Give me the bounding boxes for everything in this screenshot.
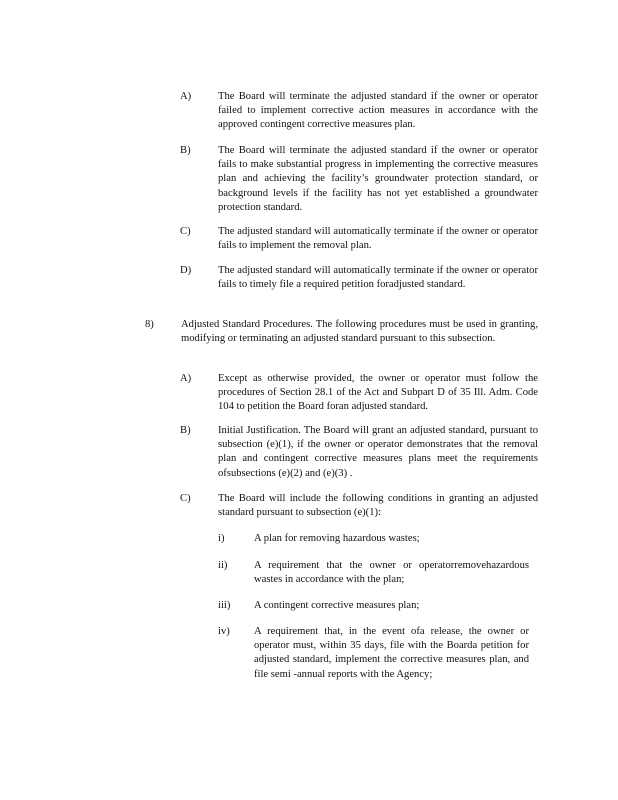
- subclause-label: iv): [218, 626, 230, 637]
- clause-label: A): [180, 373, 192, 384]
- clause-text: Initial Justification. The Board will grant an adjusted standard, pursuant to subsection (e)(1), if the owner or operator demonstrates that the removal plan and contingent corrective measures plans meet the requirements ofsubsections (e)(2) and (e)(3) .: [218, 425, 538, 479]
- clause-text: The Board will terminate the adjusted standard if the owner or operator failed to implement corrective action measures in accordance with the approved contingent corrective measures plan.: [218, 91, 538, 131]
- subclause-text: A requirement that, in the event ofa release, the owner or operator must, within 35 days, file with the Boarda petition for adjusted standard, implement the corrective measures plan, and file semi -annual reports with the Agency;: [254, 626, 529, 680]
- clause-label: D): [180, 265, 192, 276]
- subclause-text: A plan for removing hazardous wastes;: [254, 533, 420, 544]
- subclause-label: i): [218, 533, 225, 544]
- clause-text: The Board will terminate the adjusted standard if the owner or operator fails to make substantial progress in implementing the corrective measures plan and achieving the facility’s groundwater protection standard, or background levels if the facility has not yet established a groundwater protection standard.: [218, 145, 538, 213]
- subclause-label: ii): [218, 560, 228, 571]
- subclause-label: iii): [218, 600, 231, 611]
- section-text: Adjusted Standard Procedures. The following procedures must be used in granting, modifying or terminating an adjusted standard pursuant to this subsection.: [181, 319, 538, 345]
- clause-label: B): [180, 145, 191, 156]
- clause-text: The adjusted standard will automatically terminate if the owner or operator fails to timely file a required petition foradjusted standard.: [218, 265, 538, 291]
- clause-label: A): [180, 91, 192, 102]
- clause-label: B): [180, 425, 191, 436]
- clause-label: C): [180, 493, 191, 504]
- clause-label: C): [180, 226, 191, 237]
- section-label: 8): [145, 319, 154, 330]
- subclause-text: A contingent corrective measures plan;: [254, 600, 420, 611]
- clause-text: The adjusted standard will automatically terminate if the owner or operator fails to implement the removal plan.: [218, 226, 538, 252]
- subclause-text: A requirement that the owner or operatorremovehazardous wastes in accordance with the plan;: [254, 560, 529, 586]
- clause-text: Except as otherwise provided, the owner or operator must follow the procedures of Section 28.1 of the Act and Subpart D of 35 Ill. Adm. Code 104 to petition the Board foran adjusted standard.: [218, 373, 538, 413]
- clause-text: The Board will include the following conditions in granting an adjusted standard pursuant to subsection (e)(1):: [218, 493, 538, 519]
